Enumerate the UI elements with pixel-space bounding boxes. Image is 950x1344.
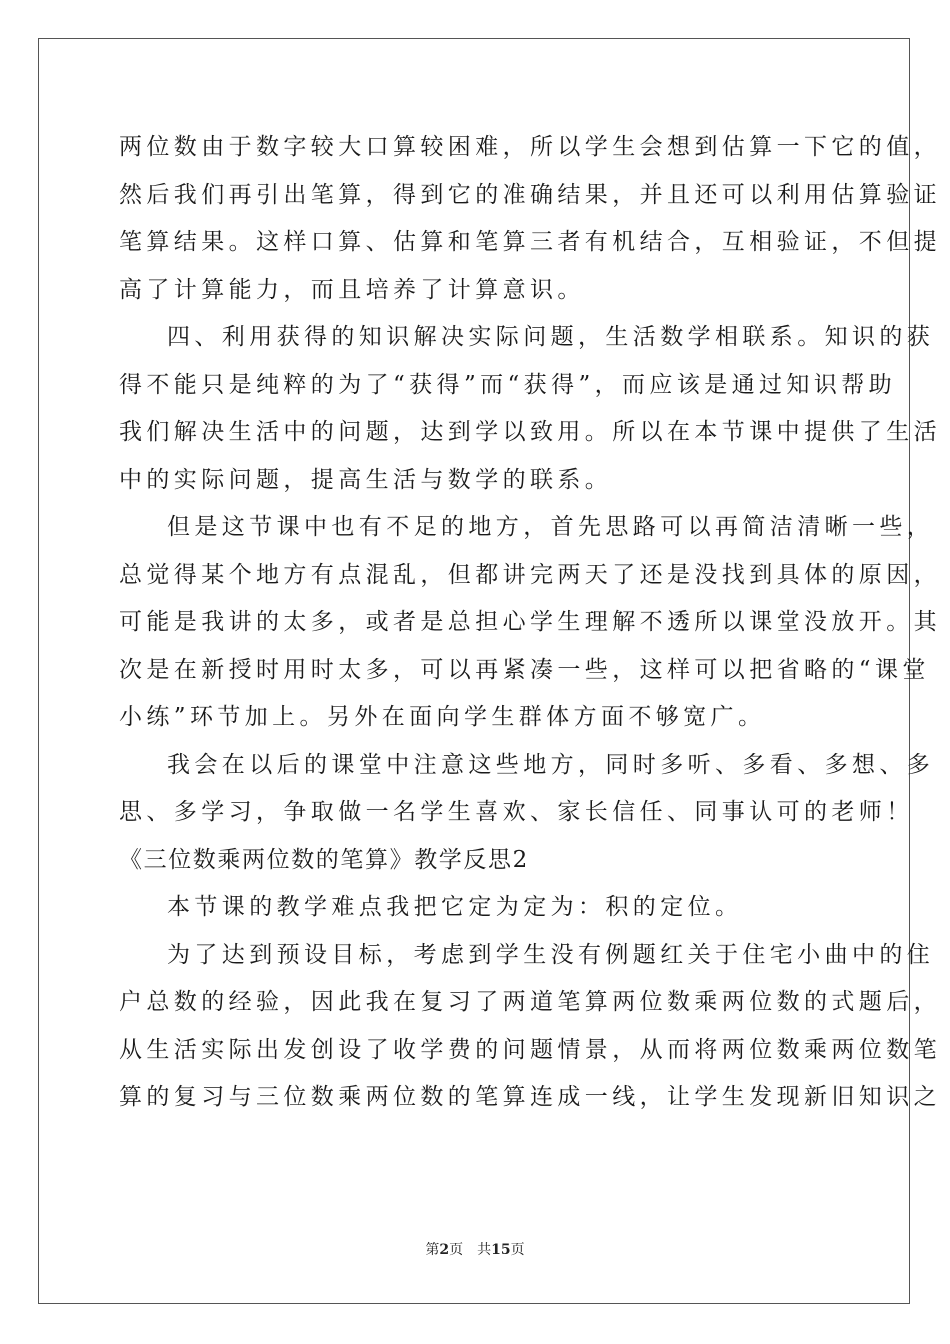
text-line: 可能是我讲的太多，或者是总担心学生理解不透所以课堂没放开。其 — [119, 609, 941, 635]
page-total: 15 — [491, 1242, 511, 1258]
paragraph-start-line: 本节课的教学难点我把它定为定为：积的定位。 — [167, 894, 743, 920]
total-prefix: 共 — [477, 1242, 492, 1258]
text-line: 我们解决生活中的问题，达到学以致用。所以在本节课中提供了生活 — [119, 419, 941, 445]
page-current: 2 — [439, 1242, 450, 1258]
document-body — [119, 124, 941, 1122]
text-line: 思、多学习，争取做一名学生喜欢、家长信任、同事认可的老师！ — [119, 799, 914, 825]
text-line: 笔算结果。这样口算、估算和笔算三者有机结合，互相验证，不但提 — [119, 229, 941, 255]
text-line: 中的实际问题，提高生活与数学的联系。 — [119, 466, 613, 493]
text-line: 从生活实际出发创设了收学费的问题情景，从而将两位数乘两位数笔 — [119, 1036, 941, 1063]
text-line: 两位数由于数字较大口算较困难，所以学生会想到估算一下它的值， — [119, 134, 941, 160]
section-heading: 《三位数乘两位数的笔算》教学反思2 — [119, 846, 529, 873]
page-prefix: 第 — [425, 1242, 440, 1258]
paragraph-start-line: 但是这节课中也有不足的地方，首先思路可以再简洁清晰一些， — [167, 514, 935, 540]
page-unit: 页 — [449, 1242, 464, 1258]
text-line: 算的复习与三位数乘两位数的笔算连成一线，让学生发现新旧知识之 — [119, 1084, 941, 1110]
text-line: 得不能只是纯粹的为了“获得”而“获得”，而应该是通过知识帮助 — [119, 371, 897, 398]
paragraph-start-line: 四、利用获得的知识解决实际问题，生活数学相联系。知识的获 — [167, 324, 935, 350]
text-line: 小练”环节加上。另外在面向学生群体方面不够宽广。 — [119, 704, 766, 730]
text-line: 总觉得某个地方有点混乱，但都讲完两天了还是没找到具体的原因， — [119, 561, 941, 588]
text-line: 然后我们再引出笔算，得到它的准确结果，并且还可以利用估算验证 — [119, 181, 941, 208]
text-line: 次是在新授时用时太多，可以再紧凑一些，这样可以把省略的“课堂 — [119, 656, 930, 683]
paragraph-start-line: 我会在以后的课堂中注意这些地方，同时多听、多看、多想、多 — [167, 751, 935, 778]
text-line: 户总数的经验，因此我在复习了两道笔算两位数乘两位数的式题后， — [119, 989, 941, 1015]
text-line: 高了计算能力，而且培养了计算意识。 — [119, 276, 585, 303]
page-footer — [0, 1239, 950, 1259]
paragraph-start-line: 为了达到预设目标，考虑到学生没有例题红关于住宅小曲中的住 — [167, 941, 935, 968]
total-unit: 页 — [510, 1242, 525, 1258]
